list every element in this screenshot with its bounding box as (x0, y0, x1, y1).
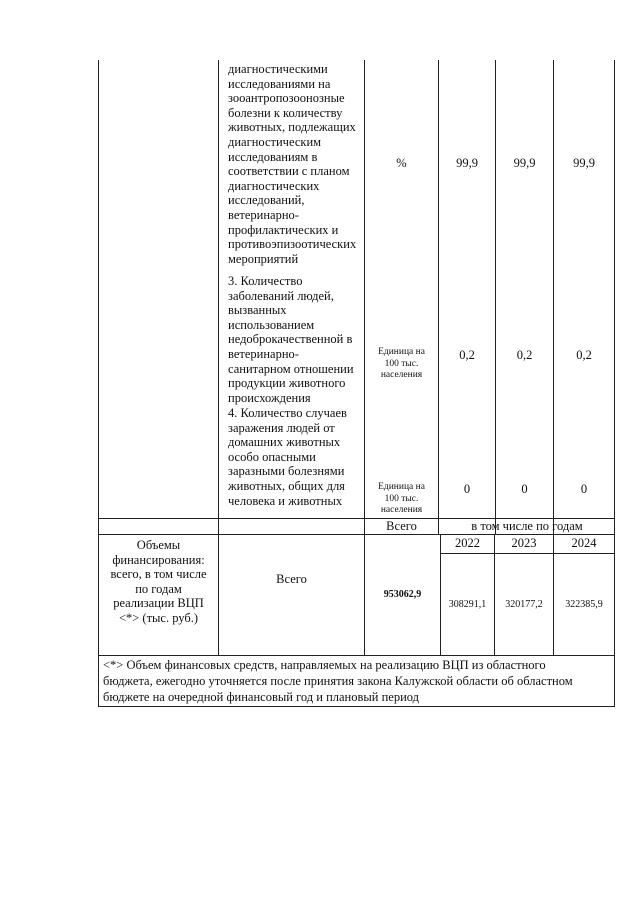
financing-amount-2022: 308291,1 (448, 599, 487, 610)
table-border-right (614, 60, 615, 707)
indicator-value-2022: 0,2 (459, 348, 475, 362)
indicator-value-2023: 0 (521, 482, 528, 496)
footnote: <*> Объем финансовых средств, направляемых на реализацию ВЦП из областного бюджета, ежегодно уточняется после принятия закона Калужской области об областном бюджете на очередной финансовый год и плановый период (103, 658, 573, 704)
financing-source: Всего (276, 572, 307, 586)
row-divider-years (440, 553, 615, 554)
indicator-unit: Единица на 100 тыс. населения (378, 347, 425, 380)
indicator-text: диагностическими исследованиями на зооантропозоонозные болезни к количеству животных, подлежащих диагностическим исследованиям в соответствии с планом диагностических исследований, ветеринарно- профилактических и противоэпизоотических мероприятий (228, 62, 357, 266)
col-divider-year2 (495, 60, 496, 534)
financing-header-by-years: в том числе по годам (471, 519, 583, 533)
indicator-value-2023: 99,9 (513, 156, 536, 170)
indicator-unit: Единица на 100 тыс. населения (378, 482, 425, 515)
indicator-value-2022: 99,9 (456, 156, 478, 170)
financing-year-2024: 2024 (571, 536, 597, 550)
financing-header-total: Всего (386, 519, 417, 533)
table-border-bottom (98, 706, 615, 707)
indicator-value-2022: 0 (463, 482, 471, 496)
indicator-value-2024: 99,9 (573, 156, 595, 170)
indicator-text: 3. Количество заболеваний людей, вызванных использованием недоброкачественной в ветеринарно- санитарном отношении продукции животного происхождения (228, 274, 354, 405)
col-divider-indicator (218, 60, 219, 655)
financing-amount-2024: 322385,9 (565, 599, 603, 610)
indicator-value-2024: 0,2 (576, 348, 592, 362)
col-divider-year3 (553, 60, 554, 534)
row-divider-financing-end (98, 655, 615, 656)
financing-year-2023: 2023 (511, 536, 537, 550)
indicator-value-2024: 0 (580, 482, 588, 496)
financing-year-2022: 2022 (455, 536, 480, 550)
financing-total: 953062,9 (383, 589, 422, 600)
indicator-value-2023: 0,2 (516, 348, 533, 362)
row-divider-header-end (98, 534, 615, 535)
indicator-unit: % (396, 156, 407, 170)
col-divider-year1 (438, 60, 439, 534)
financing-label: Объемы финансирования: всего, в том числе по годам реализации ВЦП <*> (тыс. руб.) (110, 538, 207, 625)
indicator-text: 4. Количество случаев заражения людей от домашних животных особо опасными заразными болезнями животных, общих для человека и животных (228, 406, 347, 508)
financing-amount-2023: 320177,2 (505, 599, 543, 610)
